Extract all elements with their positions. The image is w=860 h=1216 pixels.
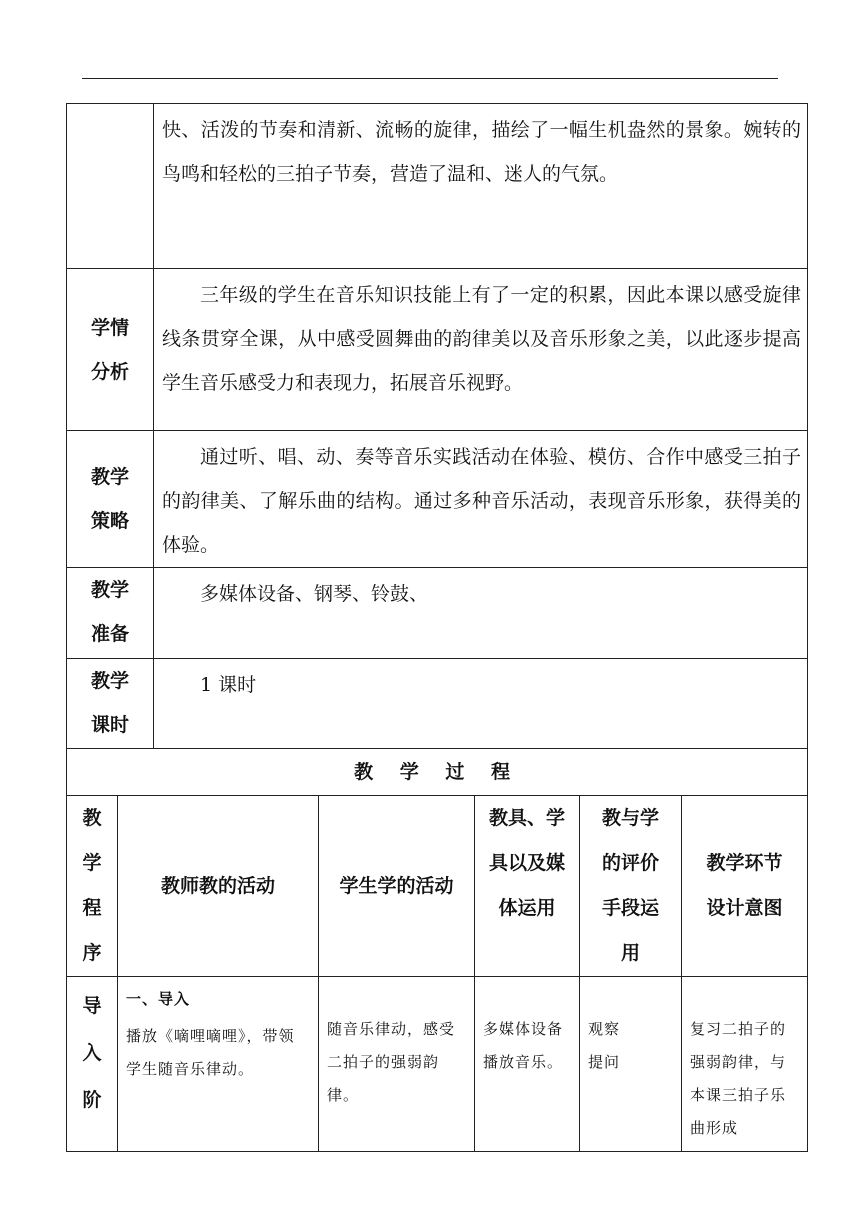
teacher-activity-text: 播放《嘀哩嘀哩》，带领学生随音乐律动。 [126, 1027, 295, 1078]
empty-label-cell [67, 104, 154, 269]
row-label: 学情分析 [90, 316, 129, 383]
row-learning-analysis [67, 269, 808, 431]
teacher-activity-heading [118, 977, 318, 1016]
evaluation-text-2: 提问 [588, 1053, 621, 1071]
media-text: 多媒体设备播放音乐。 [483, 1020, 564, 1071]
row-teaching-preparation [67, 568, 808, 659]
process-column-headers [67, 796, 808, 977]
col-header-text: 教学环节设计意图 [706, 852, 783, 919]
intro-continuation-text: 快、活泼的节奏和清新、流畅的旋律，描绘了一幅生机盎然的景象。婉转的鸟鸣和轻松的三拍子节奏，营造了温和、迷人的气氛。 [162, 119, 802, 185]
col-header-text: 教学程序 [82, 807, 102, 964]
content-cell [154, 431, 808, 568]
teacher-activity-heading-text: 一、导入 [126, 990, 191, 1008]
col-header-teacher: 教师教的活动 [118, 796, 319, 977]
header-rule [82, 78, 778, 79]
content-cell [154, 269, 808, 431]
row-text: 三年级的学生在音乐知识技能上有了一定的积累，因此本课以感受旋律线条贯穿全课，从中感受圆舞曲的韵律美以及音乐形象之美，以此逐步提高学生音乐感受力和表现力，拓展音乐视野。 [162, 284, 802, 394]
row-text: 通过听、唱、动、奏等音乐实践活动在体验、模仿、合作中感受三拍子的韵律美、了解乐曲的结构。通过多种音乐活动，表现音乐形象，获得美的体验。 [162, 446, 802, 556]
content-cell [154, 659, 808, 749]
col-header-student: 学生学的活动 [319, 796, 475, 977]
student-activity-cell [319, 977, 475, 1152]
label-cell [67, 431, 154, 568]
col-header-evaluation [580, 796, 682, 977]
row-teaching-strategy [67, 431, 808, 568]
stage-row [67, 977, 808, 1152]
label-cell [67, 659, 154, 749]
row-label: 教学课时 [90, 670, 129, 736]
process-title: 教 学 过 程 [67, 749, 808, 796]
col-header-intent [682, 796, 808, 977]
row-label: 教学准备 [90, 579, 129, 645]
row-teaching-hours [67, 659, 808, 749]
media-cell [475, 977, 580, 1152]
intro-continuation-cell [154, 104, 808, 269]
evaluation-text-1: 观察 [588, 1020, 621, 1038]
row-label: 教学策略 [90, 466, 129, 532]
row-text: 1 课时 [200, 674, 257, 696]
label-cell [67, 568, 154, 659]
col-header-media [475, 796, 580, 977]
col-header-text: 教与学的评价手段运用 [601, 807, 659, 964]
intent-cell [682, 977, 808, 1152]
lesson-plan-table [66, 103, 808, 1152]
content-cell [154, 568, 808, 659]
stage-label: 导入阶 [82, 995, 102, 1111]
intro-continuation-row [67, 104, 808, 269]
col-header-text: 教具、学具以及媒体运用 [488, 807, 565, 919]
intent-text: 复习二拍子的强弱韵律，与本课三拍子乐曲形成 [690, 1020, 787, 1137]
label-cell [67, 269, 154, 431]
teacher-activity-cell [118, 977, 319, 1152]
stage-cell [67, 977, 118, 1152]
process-title-row [67, 749, 808, 796]
col-header-procedure [67, 796, 118, 977]
row-text: 多媒体设备、钢琴、铃鼓、 [200, 583, 429, 605]
evaluation-cell [580, 977, 682, 1152]
student-activity-text: 随音乐律动，感受二拍子的强弱韵律。 [327, 1020, 456, 1104]
